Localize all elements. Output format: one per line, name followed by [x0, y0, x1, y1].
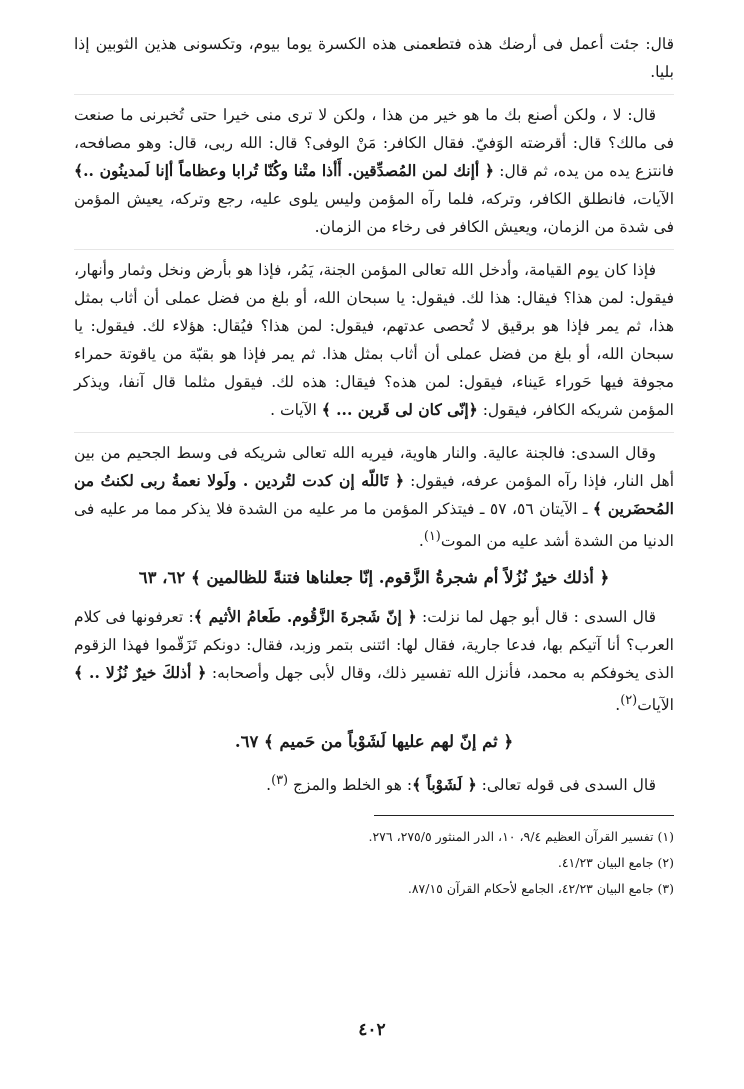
footnote-ref-1: (١) [423, 529, 441, 544]
paragraph-4-text-b: ـ الآيتان ٥٦، ٥٧ ـ فيتذكر المؤمن ما مر عليه من الشدة فلا يذكر مما مر عليه فى الدنيا من الشدة أشد عليه من الموت [74, 500, 674, 551]
paragraph-5-end: . [615, 696, 621, 715]
paragraph-6-text-b: : هو الخلط والمزج [288, 776, 413, 795]
quran-verse: ﴿ أإنك لمن المُصدِّقين. أَأذا متْنا وكُنّا تُرابا وعظاماً أإنا لَمدينُون ..﴾ [74, 161, 495, 180]
paragraph-4-end: . [418, 532, 424, 551]
footnote-2: (٢) جامع البيان ٤١/٢٣. [557, 855, 674, 871]
paragraph-1-text: قال: جئت أعمل فى أرضك هذه فتطعمنى هذه الكسرة يوما بيوم، وتكسونى هذين الثوبين إذا بليا. [74, 35, 674, 81]
quran-verse: ﴿ أذلكَ خيرٌ نُزُلا .. ﴾ [74, 663, 207, 683]
quran-verse: ﴿ إنّ شَجرةَ الزَّقُوم. طَعامُ الأثيم ﴾ [193, 607, 417, 627]
footnotes [74, 824, 674, 902]
quran-verse: ﴿ لَشَوْباً ﴾ [412, 775, 477, 795]
footnote-ref-2: (٢) [620, 693, 638, 709]
footnote-ref-3: (٣) [271, 773, 289, 789]
paragraph-2-text-b: الآيات، فانطلق الكافر، وتركه، فلما رآه المؤمن وليس يلوى عليه، رجع وتركه، يعيش المؤمن فى شدة من الزمان، ويعيش الكافر فى رخاء من الزمان. [74, 190, 675, 236]
paragraph-5-text-c: الآيات [637, 696, 674, 715]
footnote-3: (٣) جامع البيان ٤٢/٢٣، الجامع لأحكام القرآن ٨٧/١٥. [407, 881, 674, 897]
paragraph-6-text-a: قال السدى فى قوله تعالى: [476, 776, 656, 795]
paragraph-6 [74, 767, 674, 799]
paragraph-1 [74, 30, 674, 86]
paragraph-5-text-b: : تعرفونها فى كلام العرب؟ أنا آتيكم بها، فدعا جارية، فقال لها: ائتنى بتمر وزبد، فقال: دونكم تَزَقّموا فهذا الزقوم الذى يخوفكم به محمد، فأنزل الله تفسير ذلك، وقال لأبى جهل وأصحابه: [74, 608, 675, 683]
footnote-divider [374, 815, 674, 816]
verse-heading-67: ﴿ ثم إنّ لهم عليها لَشَوْباً من حَميم ﴾ ٦٧. [234, 732, 514, 752]
paragraph-6-end: . [266, 776, 272, 795]
quran-verse: ﴿إنّى كان لى قَرين ... ﴾ [321, 400, 478, 419]
paragraph-4-text-a: وقال السدى: فالجنة عالية. والنار هاوية، فيريه الله تعالى شريكه فى وسط الجحيم من بين أهل النار، فإذا رآه المؤمن عرفه، فيقول: [74, 444, 674, 490]
paragraph-3 [74, 249, 674, 424]
verse-heading-62-63: ﴿ أذلك خيرٌ نُزُلاً أم شجرةُ الزَّقوم. إنّا جعلناها فتنةً للظالمين ﴾ ٦٢، ٦٣ [138, 568, 610, 588]
page-body [74, 30, 674, 902]
paragraph-2-text-a: قال: لا ، ولكن أصنع بك ما هو خير من هذا ، ولكن لا ترى منى خيرا حتى تُخبرنى ما صنعت فى مالك؟ قال: أقرضته الوَفيّ. فقال الكافر: مَنْ الوفى؟ قال: الله ربى، قال: وهو مصافحه، فانتزع يده من يده، ثم قال: [74, 106, 675, 180]
paragraph-3-text-b: الآيات . [270, 401, 322, 419]
paragraph-2 [74, 94, 674, 241]
footnote-1: (١) تفسير القرآن العظيم ٩/٤، ١٠، الدر المنثور ٢٧٥/٥، ٢٧٦. [368, 829, 674, 845]
paragraph-3-text-a: فإذا كان يوم القيامة، وأدخل الله تعالى المؤمن الجنة، يَمُر، فإذا هو بأرض ونخل وثمار وأنهار، فيقول: لمن هذا؟ فيقال: هذا لك. فيقول: يا سبحان الله، أو بلغ من فضل عملى أن أثاب بمثل هذا، ثم يمر فإذا هو برقيق لا تُحصى عدتهم، فيقول: لمن هذا؟ فيُقال: هؤلاء لك. فيقول: يا سبحان الله، أو بلغ من فضل عملى أن أثاب بمثل هذا. ثم يمر فإذا هو بقبّة من ياقوتة حمراء مجوفة فيها حَوراء عَيناء، فيقول: لمن هذه؟ فيقال: هذه لك. فيقول مثلما قال آنفا، ويذكر المؤمن شريكه الكافر، فيقول: [74, 261, 674, 419]
page-number: ٤٠٢ [358, 1020, 386, 1040]
quran-verse: ﴿ تَاللّه إن كدت لتُردين . ولَولا نعمةُ ربى لكنتُ من المُحضَرين ﴾ [74, 471, 674, 518]
paragraph-5 [74, 603, 674, 719]
paragraph-4 [74, 432, 674, 555]
paragraph-5-text-a: قال السدى : قال أبو جهل لما نزلت: [416, 608, 656, 627]
